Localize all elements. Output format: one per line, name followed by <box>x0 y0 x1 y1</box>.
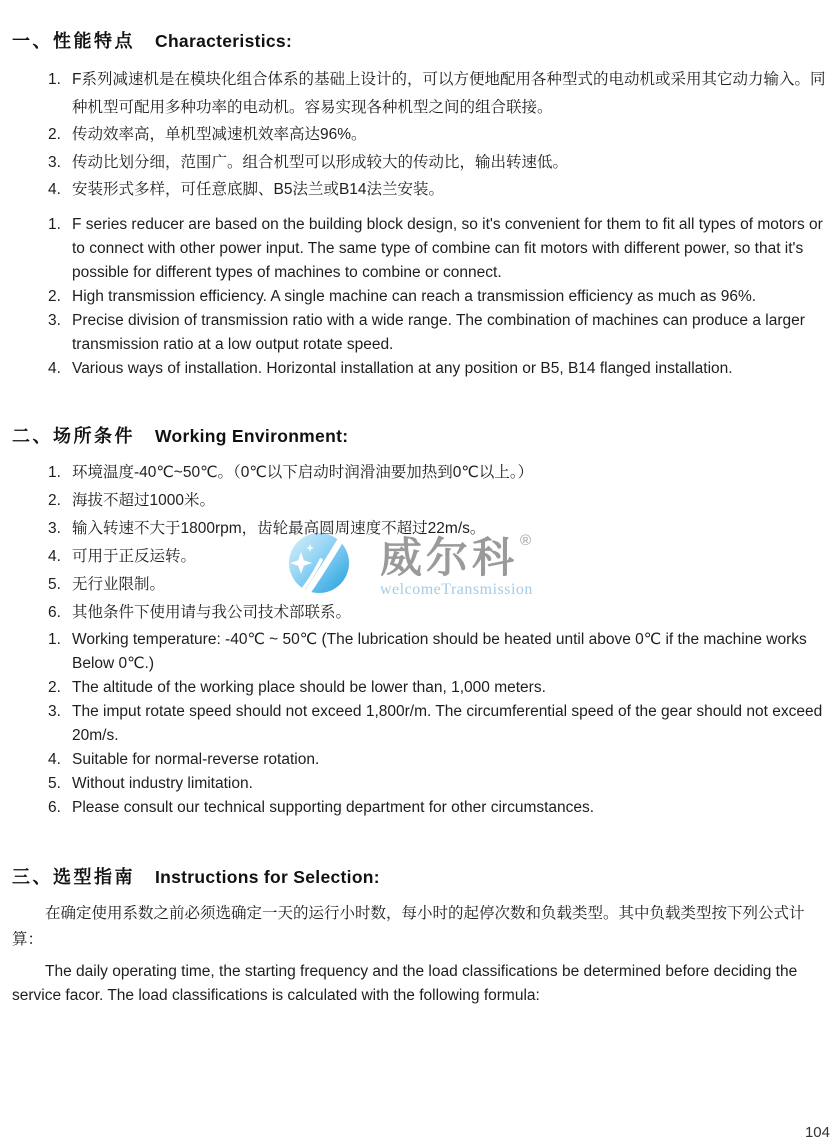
section-3-heading-en: Instructions for Selection: <box>155 866 380 887</box>
item-number: 2. <box>48 287 61 305</box>
item-text: 可用于正反运转。 <box>72 547 197 565</box>
list-item <box>12 309 832 357</box>
item-number: 1. <box>48 630 61 648</box>
registered-trademark-symbol: ® <box>520 532 532 549</box>
item-number: 4. <box>48 359 61 377</box>
item-number: 4. <box>48 547 61 565</box>
item-number: 2. <box>48 126 61 143</box>
item-text: Various ways of installation. Horizontal installation at any position or B5, B14 flanged installation. <box>72 359 733 377</box>
item-text: F series reducer are based on the building block design, so it's convenient for them to fit all types of motors or to connect with other power input. The same type of combine can fit motors with different power, so that it's possible for different types of machines to combine or connect. <box>72 215 823 281</box>
item-text: Precise division of transmission ratio with a wide range. The combination of machines can produce a larger transmission ratio at a low output rotate speed. <box>72 311 805 353</box>
section-3-en-paragraph: The daily operating time, the starting frequency and the load classifications be determined before deciding the service facor. The load classifications is calculated with the following formula: <box>12 962 798 1004</box>
item-number: 1. <box>48 215 61 233</box>
item-text: 传动效率高，单机型减速机效率高达96%。 <box>72 126 367 143</box>
item-text: Please consult our technical supporting department for other circumstances. <box>72 798 595 816</box>
list-item <box>12 676 832 700</box>
list-item <box>12 149 832 177</box>
section-3-heading <box>12 863 832 889</box>
section-2-en-list <box>12 628 832 820</box>
list-item <box>12 357 832 381</box>
item-number: 1. <box>48 463 61 481</box>
section-2-heading-cn: 二、场所条件 <box>12 425 135 446</box>
item-number: 5. <box>48 774 61 792</box>
item-text: 传动比划分细，范围广。组合机型可以形成较大的传动比，输出转速低。 <box>72 153 569 171</box>
list-item <box>12 543 832 571</box>
item-text: 海拔不超过1000米。 <box>72 491 215 509</box>
item-number: 4. <box>48 750 61 768</box>
list-item <box>12 571 832 599</box>
list-item <box>12 599 832 627</box>
section-3-heading-cn: 三、选型指南 <box>12 866 135 887</box>
list-item <box>12 487 832 515</box>
list-item <box>12 628 832 676</box>
section-1-heading-cn: 一、性能特点 <box>12 31 135 51</box>
section-2-heading <box>12 422 832 448</box>
item-text: 输入转速不大于1800rpm，齿轮最高圆周速度不超过22m/s。 <box>72 519 486 537</box>
item-number: 3. <box>48 153 61 171</box>
section-1-en-list <box>12 213 832 381</box>
section-characteristics <box>12 27 832 381</box>
item-text: The altitude of the working place should be lower than, 1,000 meters. <box>72 678 546 696</box>
item-text: Working temperature: -40℃ ~ 50℃ (The lubrication should be heated until above 0℃ if the machine works Below 0℃.) <box>72 630 807 672</box>
list-item <box>12 66 832 121</box>
list-item <box>12 796 832 820</box>
item-number: 3. <box>48 519 61 537</box>
brand-name-en: welcomeTransmission <box>380 581 533 598</box>
item-text: 环境温度-40℃~50℃。（0℃以下启动时润滑油要加热到0℃以上。） <box>72 463 534 481</box>
list-item <box>12 121 832 149</box>
item-text: High transmission efficiency. A single machine can reach a transmission efficiency as much as 96%. <box>72 287 757 305</box>
list-item <box>12 515 832 543</box>
list-item <box>12 213 832 285</box>
section-2-heading-en: Working Environment: <box>155 425 349 446</box>
item-number: 5. <box>48 575 61 593</box>
list-item <box>12 285 832 309</box>
item-number: 1. <box>48 71 61 88</box>
item-number: 3. <box>48 702 61 720</box>
item-text: 安装形式多样，可任意底脚、B5法兰或B14法兰安装。 <box>72 181 445 198</box>
list-item <box>12 748 832 772</box>
section-1-heading-en: Characteristics: <box>155 31 293 51</box>
item-number: 6. <box>48 798 61 816</box>
list-item <box>12 176 832 204</box>
section-1-heading <box>12 27 832 53</box>
list-item <box>12 700 832 748</box>
item-number: 2. <box>48 491 61 509</box>
item-number: 3. <box>48 311 61 329</box>
item-number: 6. <box>48 603 61 621</box>
item-text: Without industry limitation. <box>72 774 253 792</box>
item-text: F系列减速机是在模块化组合体系的基础上设计的，可以方便地配用各种型式的电动机或采用其它动力输入。同种机型可配用多种功率的电动机。容易实现各种机型之间的组合联接。 <box>72 71 826 116</box>
section-instructions-for-selection <box>12 863 832 1008</box>
item-number: 2. <box>48 678 61 696</box>
section-working-environment <box>12 422 832 820</box>
item-number: 4. <box>48 181 61 198</box>
section-1-cn-list <box>12 66 832 204</box>
item-text: 无行业限制。 <box>72 575 166 593</box>
section-2-cn-list <box>12 459 832 627</box>
item-text: Suitable for normal-reverse rotation. <box>72 750 320 768</box>
list-item <box>12 772 832 796</box>
item-text: The imput rotate speed should not exceed 1,800r/m. The circumferential speed of the gear should not exceed 20m/s. <box>72 702 823 744</box>
section-3-cn-paragraph: 在确定使用系数之前必须选确定一天的运行小时数，每小时的起停次数和负载类型。其中负载类型按下列公式计算： <box>12 904 805 948</box>
list-item <box>12 459 832 487</box>
item-text: 其他条件下使用请与我公司技术部联系。 <box>72 603 352 621</box>
brand-name-cn: 威尔科 <box>380 534 519 581</box>
page-number: 104 <box>804 1124 830 1141</box>
